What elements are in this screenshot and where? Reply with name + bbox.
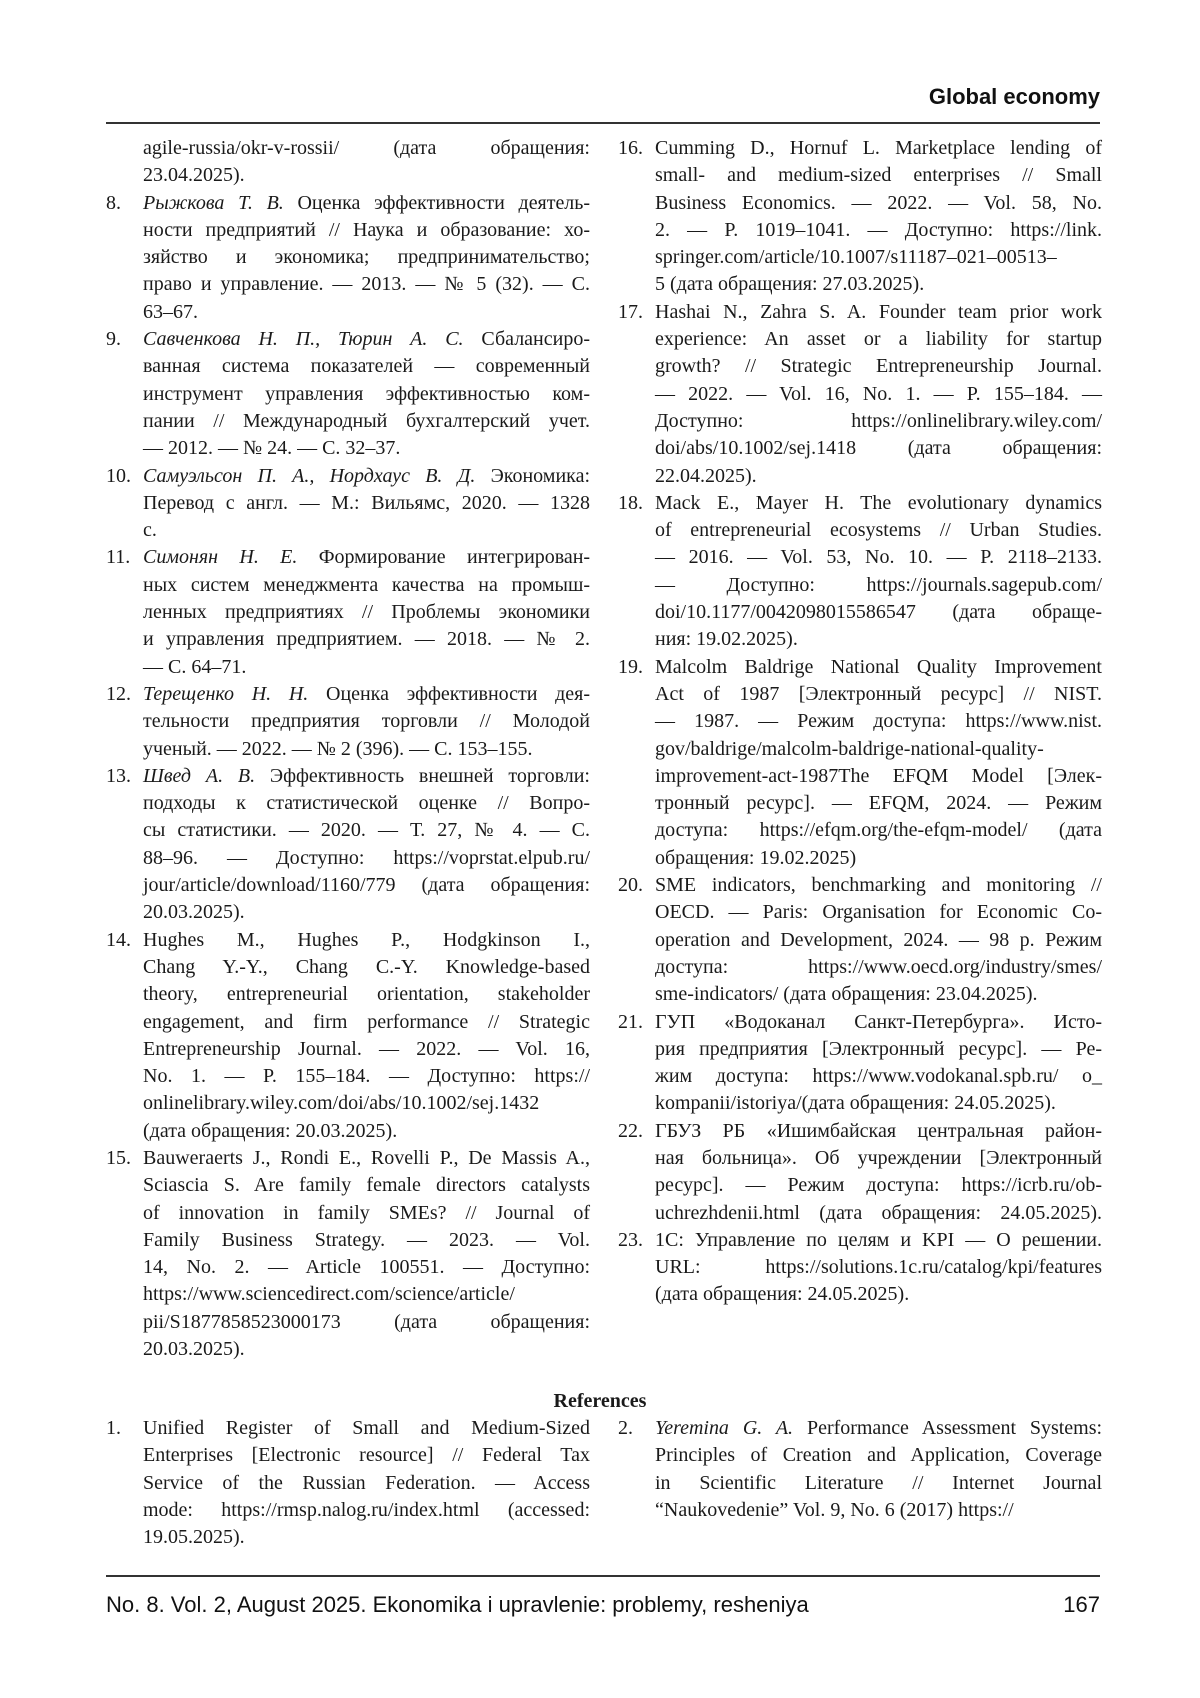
reference-line — [655, 408, 1102, 435]
reference-line — [143, 544, 590, 571]
reference-line — [655, 217, 1102, 244]
reference-number: 18. — [618, 490, 643, 517]
reference-line — [143, 1063, 590, 1090]
reference-line — [143, 326, 590, 353]
reference-line — [143, 1281, 590, 1308]
reference-number: 21. — [618, 1009, 643, 1036]
reference-line — [655, 1036, 1102, 1063]
reference-line — [655, 817, 1102, 844]
reference-line — [143, 1118, 590, 1145]
reference-number: 2. — [618, 1415, 633, 1442]
reference-text: https://www.sciencedirect.com/science/article/ — [143, 1283, 515, 1305]
section-title: Global economy — [929, 84, 1100, 110]
reference-line — [655, 517, 1102, 544]
reference-text: Hughes M., Hughes P., Hodgkinson I., — [143, 929, 590, 951]
reference-text: pii/S1877858523000173 (дата обращения: — [143, 1311, 590, 1333]
reference-text: improvement-act-1987The EFQM Model [Элек- — [655, 765, 1102, 787]
reference-line — [143, 1090, 590, 1117]
reference-number: 8. — [106, 190, 121, 217]
reference-line — [143, 490, 590, 517]
reference-line — [143, 899, 590, 926]
reference-line — [143, 1200, 590, 1227]
reference-line — [143, 872, 590, 899]
reference-text: ния: 19.02.2025). — [655, 628, 798, 650]
reference-line — [655, 299, 1102, 326]
reference-text: Sciascia S. Are family female directors catalysts — [143, 1174, 590, 1196]
reference-line — [655, 681, 1102, 708]
reference-text: ГУП «Водоканал Санкт-Петербурга». Исто- — [655, 1011, 1102, 1033]
reference-line — [655, 981, 1102, 1008]
reference-text: рия предприятия [Электронный ресурс]. — Ре- — [655, 1038, 1102, 1060]
reference-number: 22. — [618, 1118, 643, 1145]
reference-text: 20.03.2025). — [143, 1338, 245, 1360]
reference-line — [655, 1009, 1102, 1036]
reference-line — [143, 708, 590, 735]
reference-line — [655, 1470, 1102, 1497]
reference-entry — [143, 544, 590, 680]
reference-text: No. 1. — P. 155–184. — Доступно: https:// — [143, 1065, 590, 1087]
reference-text: experience: An asset or a liability for startup — [655, 328, 1102, 350]
reference-line — [655, 435, 1102, 462]
reference-line — [143, 1309, 590, 1336]
reference-text: и управления предприятием. — 2018. — № 2. — [143, 628, 590, 650]
reference-text: Перевод с англ. — М.: Вильямс, 2020. — 1328 — [143, 492, 590, 514]
reference-text: sme-indicators/ (дата обращения: 23.04.2025). — [655, 983, 1038, 1005]
reference-text: “Naukovedenie” Vol. 9, No. 6 (2017) https:// — [655, 1499, 1014, 1521]
reference-entry — [655, 1009, 1102, 1118]
reference-line — [143, 654, 590, 681]
reference-text: Доступно: https://onlinelibrary.wiley.com/ — [655, 410, 1102, 432]
header-divider — [106, 122, 1100, 124]
reference-text: ленных предприятиях // Проблемы экономики — [143, 601, 590, 623]
reference-line — [655, 1090, 1102, 1117]
reference-entry — [655, 299, 1102, 490]
reference-text: kompanii/istoriya/(дата обращения: 24.05.2025). — [655, 1092, 1056, 1114]
reference-text: пании // Международный бухгалтерский учет. — [143, 410, 590, 432]
reference-number: 23. — [618, 1227, 643, 1254]
reference-entry — [143, 190, 590, 326]
reference-text: Формирование интегрирован- — [319, 546, 590, 568]
reference-line — [143, 353, 590, 380]
reference-text: Performance Assessment Systems: — [807, 1417, 1102, 1439]
reference-line — [143, 1497, 590, 1524]
reference-line — [655, 763, 1102, 790]
reference-text: Service of the Russian Federation. — Access — [143, 1472, 590, 1494]
reference-text: — 1987. — Режим доступа: https://www.nist. — [655, 710, 1102, 732]
reference-text: 14, No. 2. — Article 100551. — Доступно: — [143, 1256, 590, 1278]
reference-line — [143, 763, 590, 790]
reference-line — [655, 544, 1102, 571]
reference-author: Савченкова Н. П., Тюрин А. С. — [143, 328, 464, 350]
reference-text: 22.04.2025). — [655, 465, 757, 487]
reference-line — [143, 162, 590, 189]
reference-entry — [655, 1415, 1102, 1524]
reference-text: 20.03.2025). — [143, 901, 245, 923]
reference-text: Family Business Strategy. — 2023. — Vol. — [143, 1229, 590, 1251]
reference-text: ресурс]. — Режим доступа: https://icrb.ru/ob- — [655, 1174, 1102, 1196]
reference-text: 1С: Управление по целям и KPI — О решении. — [655, 1229, 1102, 1251]
reference-line — [143, 435, 590, 462]
reference-text: SME indicators, benchmarking and monitoring // — [655, 874, 1102, 896]
reference-number: 14. — [106, 927, 131, 954]
reference-text: gov/baldrige/malcolm-baldrige-national-quality- — [655, 738, 1044, 760]
reference-line — [143, 572, 590, 599]
reference-line — [143, 1470, 590, 1497]
reference-number: 10. — [106, 463, 131, 490]
reference-line — [143, 463, 590, 490]
reference-text: ученый. — 2022. — № 2 (396). — С. 153–155. — [143, 738, 533, 760]
reference-text: small- and medium-sized enterprises // Small — [655, 164, 1102, 186]
reference-line — [143, 381, 590, 408]
reference-line — [143, 1442, 590, 1469]
reference-line — [655, 927, 1102, 954]
reference-line — [655, 1281, 1102, 1308]
reference-text: 23.04.2025). — [143, 164, 245, 186]
reference-text: OECD. — Paris: Organisation for Economic Co- — [655, 901, 1102, 923]
reference-line — [655, 1200, 1102, 1227]
reference-text: доступа: https://www.oecd.org/industry/smes/ — [655, 956, 1102, 978]
reference-entry — [143, 1415, 590, 1551]
references-right-column — [655, 1415, 1102, 1524]
reference-text: ГБУЗ РБ «Ишимбайская центральная район- — [655, 1120, 1102, 1142]
reference-text: — Доступно: https://journals.sagepub.com/ — [655, 574, 1102, 596]
reference-text: право и управление. — 2013. — № 5 (32). — С. — [143, 273, 590, 295]
reference-line — [143, 1336, 590, 1363]
reference-line — [655, 872, 1102, 899]
reference-text: — С. 64–71. — [143, 656, 246, 678]
reference-line — [655, 572, 1102, 599]
reference-text: ных систем менеджмента качества на промыш- — [143, 574, 590, 596]
reference-text: (дата обращения: 20.03.2025). — [143, 1120, 397, 1142]
references-left-column — [143, 1415, 590, 1551]
reference-text: uchrezhdenii.html (дата обращения: 24.05.2025). — [655, 1202, 1102, 1224]
reference-text: Business Economics. — 2022. — Vol. 58, No. — [655, 192, 1102, 214]
reference-line — [143, 954, 590, 981]
reference-text: in Scientific Literature // Internet Journal — [655, 1472, 1102, 1494]
reference-line — [143, 135, 590, 162]
reference-line — [143, 217, 590, 244]
reference-text: — 2012. — № 24. — С. 32–37. — [143, 437, 400, 459]
reference-text: Unified Register of Small and Medium-Sized — [143, 1417, 590, 1439]
reference-entry — [143, 927, 590, 1145]
reference-text: инструмент управления эффективностью ком- — [143, 383, 590, 405]
reference-text: Эффективность внешней торговли: — [270, 765, 590, 787]
reference-line — [655, 326, 1102, 353]
reference-text: Enterprises [Electronic resource] // Federal Tax — [143, 1444, 590, 1466]
reference-line — [655, 1227, 1102, 1254]
reference-text: Mack E., Mayer H. The evolutionary dynamics — [655, 492, 1102, 514]
reference-line — [655, 1063, 1102, 1090]
reference-text: зяйство и экономика; предпринимательство; — [143, 246, 590, 268]
reference-text: operation and Development, 2024. — 98 p. Режим — [655, 929, 1102, 951]
reference-text: Act of 1987 [Электронный ресурс] // NIST. — [655, 683, 1102, 705]
reference-line — [143, 1254, 590, 1281]
journal-footer: No. 8. Vol. 2, August 2025. Ekonomika i upravlenie: problemy, resheniya — [106, 1592, 809, 1618]
reference-line — [655, 845, 1102, 872]
reference-line — [143, 845, 590, 872]
reference-number: 1. — [106, 1415, 121, 1442]
reference-text: Сбалансиро- — [481, 328, 590, 350]
reference-text: engagement, and firm performance // Strategic — [143, 1011, 590, 1033]
reference-text: ности предприятий // Наука и образование: хо- — [143, 219, 590, 241]
reference-text: doi/abs/10.1002/sej.1418 (дата обращения: — [655, 437, 1102, 459]
reference-entry — [143, 681, 590, 763]
reference-text: springer.com/article/10.1007/s11187–021–00513– — [655, 246, 1057, 268]
reference-line — [143, 190, 590, 217]
reference-number: 20. — [618, 872, 643, 899]
reference-text: onlinelibrary.wiley.com/doi/abs/10.1002/sej.1432 — [143, 1092, 539, 1114]
reference-line — [143, 1009, 590, 1036]
reference-text: URL: https://solutions.1c.ru/catalog/kpi/features — [655, 1256, 1102, 1278]
reference-number: 17. — [618, 299, 643, 326]
reference-text: — 2016. — Vol. 53, No. 10. — P. 2118–2133. — [655, 546, 1102, 568]
reference-line — [655, 463, 1102, 490]
reference-line — [655, 271, 1102, 298]
references-heading: References — [0, 1388, 1200, 1415]
reference-text: of innovation in family SMEs? // Journal of — [143, 1202, 590, 1224]
reference-number: 19. — [618, 654, 643, 681]
reference-line — [655, 899, 1102, 926]
bibliography-left-column — [143, 135, 590, 1363]
reference-text: подходы к статистической оценке // Вопро- — [143, 792, 590, 814]
reference-line — [143, 271, 590, 298]
reference-text: 88–96. — Доступно: https://voprstat.elpub.ru/ — [143, 847, 590, 869]
reference-line — [143, 1227, 590, 1254]
reference-line — [655, 1497, 1102, 1524]
page-number: 167 — [1063, 1592, 1100, 1618]
reference-entry — [143, 326, 590, 462]
reference-text: agile-russia/okr-v-rossii/ (дата обращения: — [143, 137, 590, 159]
reference-text: 5 (дата обращения: 27.03.2025). — [655, 273, 924, 295]
reference-entry — [143, 763, 590, 927]
reference-author: Симонян Н. Е. — [143, 546, 297, 568]
reference-line — [655, 708, 1102, 735]
reference-text: jour/article/download/1160/779 (дата обращения: — [143, 874, 590, 896]
reference-text: Оценка эффективности дея- — [326, 683, 590, 705]
reference-line — [143, 1415, 590, 1442]
reference-entry — [655, 872, 1102, 1008]
reference-entry — [655, 135, 1102, 299]
reference-entry — [655, 654, 1102, 872]
reference-line — [143, 736, 590, 763]
reference-author: Швед А. В. — [143, 765, 255, 787]
reference-text: theory, entrepreneurial orientation, stakeholder — [143, 983, 590, 1005]
reference-text: тельности предприятия торговли // Молодой — [143, 710, 590, 732]
reference-text: growth? // Strategic Entrepreneurship Journal. — [655, 355, 1102, 377]
reference-line — [655, 1415, 1102, 1442]
reference-entry — [143, 135, 590, 190]
reference-line — [143, 981, 590, 1008]
reference-text: тронный ресурс]. — EFQM, 2024. — Режим — [655, 792, 1102, 814]
reference-number: 13. — [106, 763, 131, 790]
reference-text: Malcolm Baldrige National Quality Improvement — [655, 656, 1102, 678]
reference-line — [143, 681, 590, 708]
reference-line — [143, 599, 590, 626]
reference-line — [655, 1254, 1102, 1281]
reference-line — [655, 1118, 1102, 1145]
reference-line — [143, 1036, 590, 1063]
reference-line — [143, 790, 590, 817]
reference-author: Yeremina G. A. — [655, 1417, 793, 1439]
reference-line — [655, 135, 1102, 162]
reference-line — [143, 408, 590, 435]
reference-line — [655, 490, 1102, 517]
reference-text: 2. — P. 1019–1041. — Доступно: https://link. — [655, 219, 1102, 241]
reference-number: 12. — [106, 681, 131, 708]
reference-line — [655, 244, 1102, 271]
reference-text: 19.05.2025). — [143, 1526, 245, 1548]
reference-entry — [655, 1118, 1102, 1227]
reference-text: Chang Y.-Y., Chang C.-Y. Knowledge-based — [143, 956, 590, 978]
reference-number: 15. — [106, 1145, 131, 1172]
reference-line — [143, 1172, 590, 1199]
reference-text: mode: https://rmsp.nalog.ru/index.html (accessed: — [143, 1499, 590, 1521]
reference-text: — 2022. — Vol. 16, No. 1. — P. 155–184. — — [655, 383, 1102, 405]
bibliography-right-column — [655, 135, 1102, 1309]
reference-text: доступа: https://efqm.org/the-efqm-model/ (дата — [655, 819, 1102, 841]
reference-line — [655, 353, 1102, 380]
reference-text: с. — [143, 519, 157, 541]
reference-line — [655, 381, 1102, 408]
reference-number: 9. — [106, 326, 121, 353]
reference-text: Экономика: — [491, 465, 590, 487]
reference-line — [143, 517, 590, 544]
reference-line — [655, 954, 1102, 981]
reference-line — [655, 1145, 1102, 1172]
reference-author: Самуэльсон П. А., Нордхаус В. Д. — [143, 465, 475, 487]
reference-number: 11. — [106, 544, 130, 571]
reference-entry — [655, 1227, 1102, 1309]
reference-line — [655, 654, 1102, 681]
reference-text: Cumming D., Hornuf L. Marketplace lending of — [655, 137, 1102, 159]
reference-line — [655, 736, 1102, 763]
reference-author: Рыжкова Т. В. — [143, 192, 284, 214]
reference-text: Bauweraerts J., Rondi E., Rovelli P., De Massis A., — [143, 1147, 590, 1169]
footer-divider — [106, 1575, 1100, 1577]
reference-text: обращения: 19.02.2025) — [655, 847, 856, 869]
reference-entry — [143, 463, 590, 545]
reference-line — [143, 1524, 590, 1551]
reference-text: Оценка эффективности деятель- — [298, 192, 590, 214]
reference-text: Hashai N., Zahra S. A. Founder team prior work — [655, 301, 1102, 323]
reference-line — [143, 1145, 590, 1172]
reference-author: Терещенко Н. Н. — [143, 683, 308, 705]
reference-line — [143, 817, 590, 844]
reference-text: Principles of Creation and Application, Coverage — [655, 1444, 1102, 1466]
reference-text: сы статистики. — 2020. — Т. 27, № 4. — С. — [143, 819, 590, 841]
reference-line — [143, 927, 590, 954]
reference-line — [655, 790, 1102, 817]
reference-text: of entrepreneurial ecosystems // Urban Studies. — [655, 519, 1102, 541]
reference-line — [143, 244, 590, 271]
reference-line — [655, 1442, 1102, 1469]
reference-line — [655, 599, 1102, 626]
reference-text: (дата обращения: 24.05.2025). — [655, 1283, 909, 1305]
reference-text: ная больница». Об учреждении [Электронный — [655, 1147, 1102, 1169]
reference-number: 16. — [618, 135, 643, 162]
reference-line — [655, 190, 1102, 217]
reference-entry — [143, 1145, 590, 1363]
reference-line — [655, 626, 1102, 653]
reference-text: Entrepreneurship Journal. — 2022. — Vol. 16, — [143, 1038, 590, 1060]
reference-line — [143, 626, 590, 653]
reference-text: ванная система показателей — современный — [143, 355, 590, 377]
reference-line — [143, 299, 590, 326]
reference-text: doi/10.1177/0042098015586547 (дата обраще- — [655, 601, 1102, 623]
reference-line — [655, 1172, 1102, 1199]
reference-line — [655, 162, 1102, 189]
reference-text: жим доступа: https://www.vodokanal.spb.ru/ o_ — [655, 1065, 1102, 1087]
reference-entry — [655, 490, 1102, 654]
reference-text: 63–67. — [143, 301, 198, 323]
